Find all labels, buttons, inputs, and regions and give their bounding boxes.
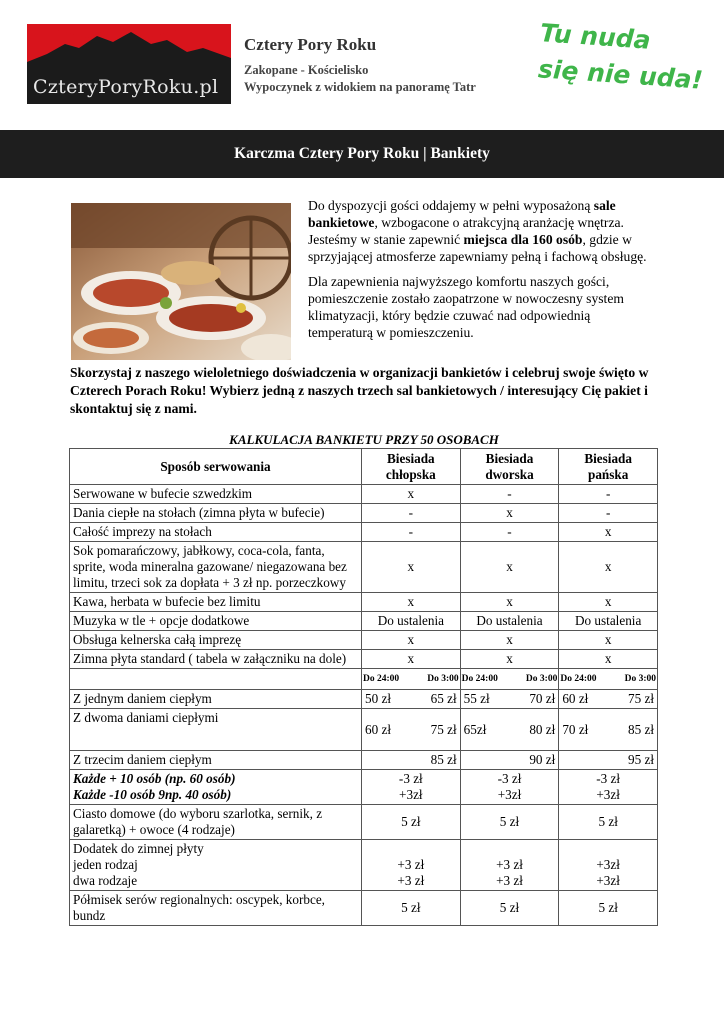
- price-value: 80 zł: [529, 721, 556, 737]
- cheese-value: 5 zł: [559, 891, 658, 926]
- adjust-label-plus: Każde + 10 osób (np. 60 osób): [73, 771, 236, 786]
- brand-subtitle: Wypoczynek z widokiem na panoramę Tatr: [244, 80, 476, 94]
- addon-value: +3zł: [596, 857, 620, 872]
- price-cell: [559, 709, 658, 751]
- hours-label: Do 3:00: [427, 674, 459, 684]
- price-cell: [559, 690, 658, 709]
- intro-p1-b: sale bankietowe: [308, 198, 616, 230]
- price-value: 60 zł: [365, 721, 392, 737]
- cake-value: 5 zł: [559, 805, 658, 840]
- row-value: -: [460, 485, 559, 504]
- table-row: [70, 631, 658, 650]
- header-col1-line2: chłopska: [385, 466, 436, 482]
- cheese-row: [70, 891, 658, 926]
- banquet-photo-image: [71, 203, 291, 360]
- price-value: 55 zł: [463, 691, 490, 706]
- page-title: Karczma Cztery Pory Roku | Bankiety: [234, 145, 490, 162]
- row-value: -: [362, 523, 461, 542]
- row-label: Serwowane w bufecie szwedzkim: [70, 485, 362, 504]
- adjust-cell: [362, 770, 461, 805]
- addon-cell: [460, 840, 559, 891]
- hours-row: [70, 669, 658, 690]
- adjust-minus: -3 zł: [497, 771, 522, 786]
- addon-value: +3 zł: [496, 857, 523, 872]
- adjust-minus: -3 zł: [398, 771, 423, 786]
- row-value: -: [362, 504, 461, 523]
- row-value: x: [460, 593, 559, 612]
- intro-p1-e: , gdzie w sprzyjającej atmosferze zapewniamy pełną i fachową obsługę.: [308, 232, 647, 264]
- row-label: Muzyka w tle + opcje dodatkowe: [70, 612, 362, 631]
- price-value: 65 zł: [430, 691, 457, 706]
- calculation-title: KALKULACJA BANKIETU PRZY 50 OSOBACH: [229, 432, 499, 447]
- cake-row: [70, 805, 658, 840]
- row-value: x: [460, 631, 559, 650]
- price-value: 65zł: [463, 721, 487, 737]
- row-label: Całość imprezy na stołach: [70, 523, 362, 542]
- hours-empty-cell: [70, 669, 362, 690]
- row-value: x: [559, 650, 658, 669]
- row-value: x: [362, 593, 461, 612]
- addon-row: [70, 840, 658, 891]
- price-value: 85 zł: [362, 751, 461, 770]
- mountain-icon: [27, 24, 231, 74]
- header-col3-line1: Biesiada: [584, 450, 632, 466]
- addon-value: +3 zł: [397, 857, 425, 872]
- header-serving-method: Sposób serwowania: [70, 449, 362, 485]
- row-value: x: [559, 593, 658, 612]
- addon-label-line2: jeden rodzaj: [73, 857, 138, 872]
- row-label: Sok pomarańczowy, jabłkowy, coca-cola, fanta, sprite, woda mineralna gazowane/ niegazowana bez limitu, trzeci sok za dopłata + 3 zł np. porzeczkowy: [70, 542, 362, 593]
- price-label: Z jednym daniem ciepłym: [70, 690, 362, 709]
- header-col2-line1: Biesiada: [485, 450, 534, 466]
- addon-value: +3zł: [596, 873, 620, 888]
- hours-label: Do 24:00: [363, 674, 400, 684]
- guest-adjustment-row: [70, 770, 658, 805]
- brand-name: Cztery Pory Roku: [244, 35, 377, 54]
- price-row: [70, 751, 658, 770]
- row-value: x: [362, 650, 461, 669]
- price-cell: [362, 690, 461, 709]
- table-row: [70, 593, 658, 612]
- table-row: [70, 650, 658, 669]
- banquet-calculation-table: [69, 448, 658, 926]
- table-row: [70, 542, 658, 593]
- header-col2-line2: dworska: [485, 466, 534, 482]
- adjust-label-minus: Każde -10 osób 9np. 40 osób): [73, 787, 232, 802]
- intro-p1-a: Do dyspozycji gości oddajemy w pełni wyposażoną: [308, 198, 594, 213]
- hours-label: Do 24:00: [461, 674, 498, 684]
- cheese-value: 5 zł: [362, 891, 461, 926]
- price-cell: [460, 709, 559, 751]
- cheese-value: 5 zł: [460, 891, 559, 926]
- row-value: x: [362, 542, 461, 593]
- cheese-label: Półmisek serów regionalnych: oscypek, korbce, bundz: [70, 891, 362, 926]
- row-value: -: [460, 523, 559, 542]
- hours-label: Do 3:00: [525, 674, 558, 684]
- slogan: [537, 18, 718, 112]
- table-row: [70, 612, 658, 631]
- addon-label-line3: dwa rodzaje: [73, 873, 138, 888]
- row-label: Zimna płyta standard ( tabela w załączniku na dole): [70, 650, 362, 669]
- row-value: -: [559, 504, 658, 523]
- hours-label: Do 24:00: [560, 674, 597, 684]
- page-header: [0, 0, 724, 128]
- slogan-line-1: Tu nuda: [539, 18, 652, 55]
- title-bar: [0, 130, 724, 178]
- row-value: Do ustalenia: [559, 612, 658, 631]
- hours-cell: [460, 669, 559, 690]
- adjust-cell: [559, 770, 658, 805]
- price-value: 75 zł: [430, 721, 457, 737]
- price-cell: [362, 709, 461, 751]
- price-row: [70, 690, 658, 709]
- header-col3-line2: pańska: [588, 466, 629, 482]
- cake-value: 5 zł: [362, 805, 461, 840]
- addon-label-line1: Dodatek do zimnej płyty: [73, 841, 204, 856]
- table-header-row: [70, 449, 658, 485]
- price-cell: [460, 690, 559, 709]
- row-label: Dania ciepłe na stołach (zimna płyta w bufecie): [70, 504, 362, 523]
- price-value: 70 zł: [562, 721, 589, 737]
- table-row: [70, 504, 658, 523]
- row-label: Kawa, herbata w bufecie bez limitu: [70, 593, 362, 612]
- table-row: [70, 485, 658, 504]
- guest-adjustment-label: [70, 770, 362, 805]
- header-biesiada-dworska: [460, 449, 559, 485]
- logo[interactable]: [27, 24, 231, 104]
- row-value: x: [559, 523, 658, 542]
- row-value: x: [362, 485, 461, 504]
- row-label: Obsługa kelnerska całą imprezę: [70, 631, 362, 650]
- price-label: Z dwoma daniami ciepłymi: [70, 709, 362, 751]
- addon-cell: [559, 840, 658, 891]
- table-row: [70, 523, 658, 542]
- row-value: x: [559, 631, 658, 650]
- price-row: [70, 709, 658, 751]
- row-value: x: [362, 631, 461, 650]
- intro-paragraph-1: [308, 197, 653, 265]
- addon-value: +3 zł: [397, 873, 425, 888]
- price-value: 95 zł: [559, 751, 658, 770]
- row-value: -: [559, 485, 658, 504]
- adjust-plus: +3zł: [596, 787, 620, 802]
- brand-location: Zakopane - Kościelisko: [244, 63, 369, 77]
- row-value: x: [460, 542, 559, 593]
- row-value: Do ustalenia: [362, 612, 461, 631]
- addon-cell: [362, 840, 461, 891]
- hours-cell: [559, 669, 658, 690]
- addon-label: [70, 840, 362, 891]
- intro-text: [308, 197, 653, 349]
- cake-label: Ciasto domowe (do wyboru szarlotka, sernik, z galaretką) + owoce (4 rodzaje): [70, 805, 362, 840]
- row-value: x: [460, 504, 559, 523]
- adjust-plus: +3zł: [399, 787, 423, 802]
- row-value: Do ustalenia: [460, 612, 559, 631]
- logo-text: CzteryPoryRoku.pl: [33, 76, 219, 98]
- hours-label: Do 3:00: [624, 674, 656, 684]
- intro-p1-c: , wzbogacone o atrakcyjną aranżację wnętrza. Jesteśmy w stanie zapewnić: [308, 215, 624, 247]
- lead-text: Skorzystaj z naszego wieloletniego doświadczenia w organizacji bankietów i celebruj swoje święto w Czterech Porach Roku! Wybierz jedną z naszych trzech sal bankietowych / interesujący Cię pakiet i skontaktuj się z nami.: [70, 365, 649, 416]
- header-biesiada-panska: [559, 449, 658, 485]
- addon-value: +3 zł: [496, 873, 523, 888]
- banquet-photo: [71, 203, 291, 360]
- adjust-cell: [460, 770, 559, 805]
- intro-paragraph-2: Dla zapewnienia najwyższego komfortu naszych gości, pomieszczenie zostało zaopatrzone w nowoczesny system klimatyzacji, który będzie czuwać nad odpowiednią temperaturą w pomieszczeniu.: [308, 274, 624, 340]
- slogan-line-2: się nie uda!: [537, 54, 704, 95]
- price-value: 90 zł: [460, 751, 559, 770]
- price-value: 85 zł: [627, 721, 654, 737]
- intro-p1-d: miejsca dla 160 osób: [463, 232, 583, 247]
- adjust-plus: +3zł: [497, 787, 522, 802]
- price-value: 70 zł: [529, 691, 556, 706]
- price-label: Z trzecim daniem ciepłym: [70, 751, 362, 770]
- price-value: 60 zł: [562, 691, 589, 706]
- price-value: 50 zł: [365, 691, 392, 706]
- adjust-minus: -3 zł: [596, 771, 621, 786]
- header-col1-line1: Biesiada: [387, 450, 435, 466]
- cake-value: 5 zł: [460, 805, 559, 840]
- hours-cell: [362, 669, 461, 690]
- header-biesiada-chlopska: [362, 449, 461, 485]
- row-value: x: [460, 650, 559, 669]
- row-value: x: [559, 542, 658, 593]
- price-value: 75 zł: [627, 691, 654, 706]
